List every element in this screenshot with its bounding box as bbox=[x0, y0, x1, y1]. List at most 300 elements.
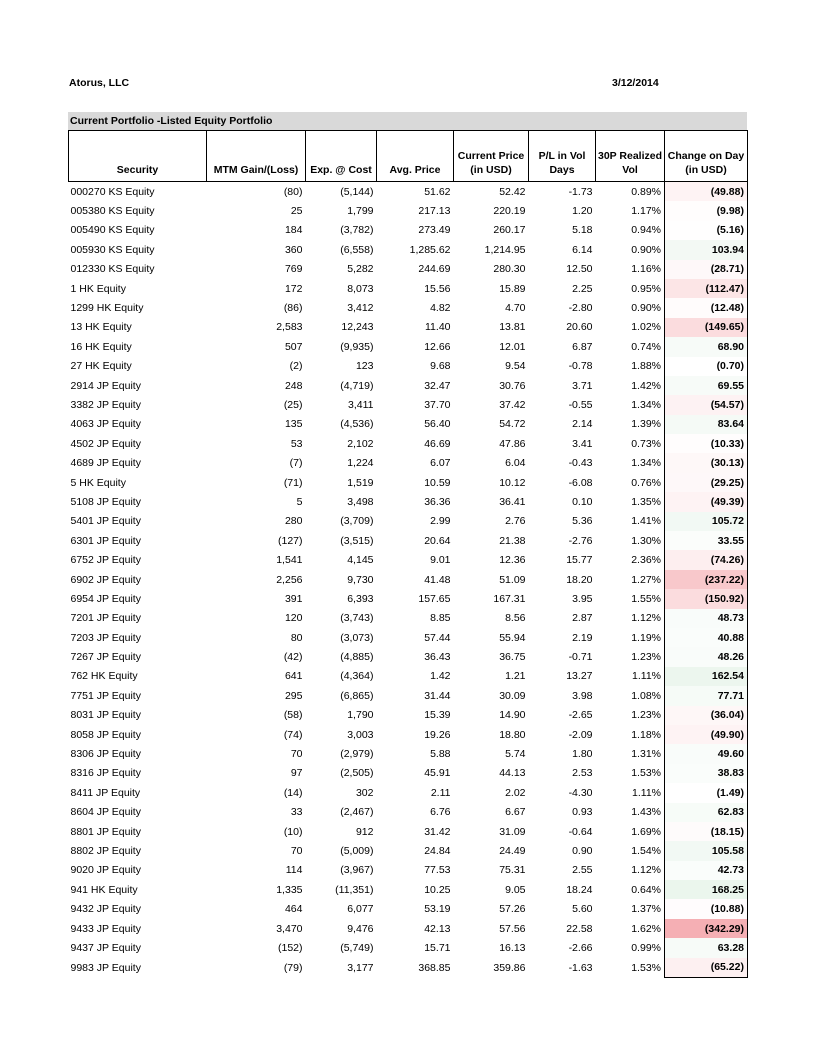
realized-vol-cell: 1.02% bbox=[631, 321, 661, 334]
pl-vol-days-cell: 2.19 bbox=[572, 631, 593, 644]
mtm-cell: 280 bbox=[284, 515, 303, 528]
exp-cost-cell: (2,505) bbox=[340, 767, 374, 780]
security-cell: 27 HK Equity bbox=[70, 360, 132, 373]
mtm-cell: 120 bbox=[284, 612, 303, 625]
pl-vol-days-cell: -2.09 bbox=[568, 728, 593, 741]
exp-cost-cell: (3,073) bbox=[340, 631, 374, 644]
change-on-day-cell: 83.64 bbox=[665, 415, 748, 434]
exp-cost-cell: 912 bbox=[355, 825, 374, 838]
mtm-cell: 464 bbox=[284, 903, 303, 916]
col-header-security: Security bbox=[69, 131, 207, 182]
current-price-cell: 1,214.95 bbox=[484, 243, 526, 256]
table-row bbox=[69, 318, 748, 337]
change-on-day-cell: (1.49) bbox=[665, 783, 748, 802]
exp-cost-cell: (5,009) bbox=[340, 844, 374, 857]
security-cell: 16 HK Equity bbox=[70, 340, 132, 353]
pl-vol-days-cell: 2.55 bbox=[572, 864, 593, 877]
change-on-day-cell: (9.98) bbox=[665, 201, 748, 220]
realized-vol-cell: 1.37% bbox=[631, 903, 661, 916]
exp-cost-cell: 3,003 bbox=[347, 728, 374, 741]
current-price-cell: 18.80 bbox=[499, 728, 526, 741]
current-price-cell: 1.21 bbox=[505, 670, 526, 683]
avg-price-cell: 9.68 bbox=[430, 360, 451, 373]
avg-price-cell: 217.13 bbox=[418, 205, 451, 218]
exp-cost-cell: 1,790 bbox=[347, 709, 374, 722]
realized-vol-cell: 0.90% bbox=[631, 243, 661, 256]
pl-vol-days-cell: -0.64 bbox=[568, 825, 593, 838]
current-price-cell: 13.81 bbox=[499, 321, 526, 334]
avg-price-cell: 273.49 bbox=[418, 224, 451, 237]
col-header-pl-vol-days: P/L in Vol Days bbox=[529, 131, 596, 182]
security-cell: 6301 JP Equity bbox=[70, 534, 141, 547]
exp-cost-cell: (4,719) bbox=[340, 379, 374, 392]
current-price-cell: 4.70 bbox=[505, 302, 526, 315]
exp-cost-cell: (3,967) bbox=[340, 864, 374, 877]
realized-vol-cell: 1.23% bbox=[631, 651, 661, 664]
avg-price-cell: 36.43 bbox=[424, 651, 451, 664]
pl-vol-days-cell: -1.63 bbox=[568, 961, 593, 974]
pl-vol-days-cell: 5.18 bbox=[572, 224, 593, 237]
exp-cost-cell: (9,935) bbox=[340, 340, 374, 353]
mtm-cell: (74) bbox=[283, 728, 303, 741]
exp-cost-cell: (4,536) bbox=[340, 418, 374, 431]
table-row bbox=[69, 395, 748, 414]
change-on-day-cell: (10.33) bbox=[665, 434, 748, 453]
exp-cost-cell: (3,782) bbox=[340, 224, 374, 237]
realized-vol-cell: 1.11% bbox=[632, 786, 661, 799]
exp-cost-cell: 302 bbox=[355, 786, 374, 799]
exp-cost-cell: 9,730 bbox=[347, 573, 374, 586]
company-name: Atorus, LLC bbox=[69, 77, 130, 89]
realized-vol-cell: 0.76% bbox=[631, 476, 661, 489]
realized-vol-cell: 0.99% bbox=[631, 941, 661, 954]
pl-vol-days-cell: 3.98 bbox=[572, 689, 593, 702]
avg-price-cell: 9.01 bbox=[430, 554, 451, 567]
avg-price-cell: 2.11 bbox=[430, 786, 451, 799]
avg-price-cell: 6.07 bbox=[430, 457, 451, 470]
pl-vol-days-cell: 6.87 bbox=[572, 340, 593, 353]
table-row bbox=[69, 279, 748, 298]
avg-price-cell: 37.70 bbox=[424, 398, 451, 411]
pl-vol-days-cell: 20.60 bbox=[566, 321, 593, 334]
avg-price-cell: 57.44 bbox=[424, 631, 451, 644]
table-row bbox=[69, 298, 748, 317]
pl-vol-days-cell: 2.87 bbox=[572, 612, 593, 625]
pl-vol-days-cell: 12.50 bbox=[566, 263, 593, 276]
pl-vol-days-cell: -2.66 bbox=[568, 941, 593, 954]
exp-cost-cell: (2,467) bbox=[340, 806, 374, 819]
mtm-cell: 507 bbox=[284, 340, 303, 353]
table-row bbox=[69, 182, 748, 202]
pl-vol-days-cell: 5.36 bbox=[572, 515, 593, 528]
col-header-current-price: Current Price (in USD) bbox=[454, 131, 529, 182]
current-price-cell: 12.36 bbox=[499, 554, 526, 567]
realized-vol-cell: 1.23% bbox=[631, 709, 661, 722]
pl-vol-days-cell: -0.78 bbox=[568, 360, 593, 373]
avg-price-cell: 6.76 bbox=[430, 806, 451, 819]
avg-price-cell: 11.40 bbox=[425, 321, 451, 334]
mtm-cell: (25) bbox=[283, 398, 303, 411]
change-on-day-cell: 103.94 bbox=[665, 240, 748, 259]
avg-price-cell: 53.19 bbox=[424, 903, 451, 916]
table-row bbox=[69, 647, 748, 666]
current-price-cell: 75.31 bbox=[499, 864, 526, 877]
table-row bbox=[69, 706, 748, 725]
realized-vol-cell: 0.74% bbox=[631, 340, 661, 353]
exp-cost-cell: (3,709) bbox=[340, 515, 374, 528]
security-cell: 7201 JP Equity bbox=[70, 612, 141, 625]
realized-vol-cell: 1.62% bbox=[631, 922, 661, 935]
realized-vol-cell: 1.11% bbox=[632, 670, 661, 683]
realized-vol-cell: 1.18% bbox=[631, 728, 661, 741]
current-price-cell: 31.09 bbox=[499, 825, 526, 838]
realized-vol-cell: 1.43% bbox=[631, 806, 661, 819]
exp-cost-cell: 1,224 bbox=[347, 457, 374, 470]
security-cell: 5401 JP Equity bbox=[70, 515, 141, 528]
realized-vol-cell: 1.12% bbox=[631, 864, 661, 877]
change-on-day-cell: (237.22) bbox=[665, 570, 748, 589]
table-row bbox=[69, 667, 748, 686]
mtm-cell: (10) bbox=[283, 825, 303, 838]
exp-cost-cell: (2,979) bbox=[340, 748, 374, 761]
report-date: 3/12/2014 bbox=[612, 77, 659, 89]
avg-price-cell: 20.64 bbox=[424, 534, 451, 547]
pl-vol-days-cell: 2.53 bbox=[572, 767, 593, 780]
avg-price-cell: 10.59 bbox=[424, 476, 451, 489]
change-on-day-cell: 77.71 bbox=[665, 686, 748, 705]
current-price-cell: 16.13 bbox=[499, 941, 526, 954]
security-cell: 7267 JP Equity bbox=[70, 651, 141, 664]
realized-vol-cell: 1.53% bbox=[631, 961, 661, 974]
change-on-day-cell: 49.60 bbox=[665, 744, 748, 763]
exp-cost-cell: 1,519 bbox=[347, 476, 374, 489]
change-on-day-cell: 168.25 bbox=[665, 880, 748, 899]
current-price-cell: 10.12 bbox=[499, 476, 526, 489]
realized-vol-cell: 0.89% bbox=[631, 185, 661, 198]
exp-cost-cell: (4,364) bbox=[340, 670, 374, 683]
table-header-row bbox=[69, 131, 748, 182]
security-cell: 941 HK Equity bbox=[70, 883, 138, 896]
avg-price-cell: 157.65 bbox=[418, 592, 451, 605]
realized-vol-cell: 0.90% bbox=[631, 302, 661, 315]
pl-vol-days-cell: 2.14 bbox=[572, 418, 593, 431]
realized-vol-cell: 1.12% bbox=[631, 612, 661, 625]
security-cell: 012330 KS Equity bbox=[70, 263, 155, 276]
security-cell: 000270 KS Equity bbox=[70, 185, 155, 198]
exp-cost-cell: 3,412 bbox=[347, 302, 374, 315]
mtm-cell: (7) bbox=[289, 457, 303, 470]
mtm-cell: (86) bbox=[283, 302, 303, 315]
table-row bbox=[69, 570, 748, 589]
change-on-day-cell: (49.90) bbox=[665, 725, 748, 744]
realized-vol-cell: 1.69% bbox=[631, 825, 661, 838]
security-cell: 9433 JP Equity bbox=[70, 922, 141, 935]
realized-vol-cell: 1.42% bbox=[631, 379, 661, 392]
mtm-cell: 97 bbox=[290, 767, 303, 780]
mtm-cell: 248 bbox=[284, 379, 303, 392]
exp-cost-cell: (3,515) bbox=[340, 534, 374, 547]
realized-vol-cell: 1.08% bbox=[631, 689, 661, 702]
col-header-change-on-day: Change on Day (in USD) bbox=[665, 131, 748, 182]
avg-price-cell: 77.53 bbox=[424, 864, 451, 877]
pl-vol-days-cell: -0.55 bbox=[568, 398, 593, 411]
pl-vol-days-cell: -4.30 bbox=[568, 786, 593, 799]
realized-vol-cell: 1.34% bbox=[631, 398, 661, 411]
table-row bbox=[69, 550, 748, 569]
realized-vol-cell: 1.34% bbox=[631, 457, 661, 470]
change-on-day-cell: (0.70) bbox=[665, 357, 748, 376]
pl-vol-days-cell: 0.10 bbox=[572, 495, 593, 508]
avg-price-cell: 56.40 bbox=[424, 418, 451, 431]
realized-vol-cell: 1.41% bbox=[631, 515, 661, 528]
current-price-cell: 51.09 bbox=[499, 573, 526, 586]
current-price-cell: 14.90 bbox=[499, 709, 526, 722]
change-on-day-cell: 48.73 bbox=[665, 609, 748, 628]
change-on-day-cell: 42.73 bbox=[665, 861, 748, 880]
security-cell: 9432 JP Equity bbox=[70, 903, 141, 916]
security-cell: 13 HK Equity bbox=[70, 321, 132, 334]
change-on-day-cell: 40.88 bbox=[665, 628, 748, 647]
col-header-mtm: MTM Gain/(Loss) bbox=[207, 131, 306, 182]
exp-cost-cell: 3,177 bbox=[347, 961, 374, 974]
current-price-cell: 36.75 bbox=[499, 651, 526, 664]
realized-vol-cell: 1.27% bbox=[631, 573, 661, 586]
current-price-cell: 44.13 bbox=[499, 767, 526, 780]
mtm-cell: (152) bbox=[277, 941, 303, 954]
avg-price-cell: 41.48 bbox=[424, 573, 451, 586]
exp-cost-cell: 8,073 bbox=[347, 282, 374, 295]
security-cell: 8058 JP Equity bbox=[70, 728, 141, 741]
pl-vol-days-cell: -6.08 bbox=[568, 476, 593, 489]
current-price-cell: 5.74 bbox=[505, 748, 526, 761]
security-cell: 6954 JP Equity bbox=[70, 592, 141, 605]
table-row bbox=[69, 628, 748, 647]
avg-price-cell: 45.91 bbox=[424, 767, 451, 780]
change-on-day-cell: (29.25) bbox=[665, 473, 748, 492]
avg-price-cell: 12.66 bbox=[424, 340, 451, 353]
security-cell: 5108 JP Equity bbox=[70, 495, 141, 508]
mtm-cell: 80 bbox=[290, 631, 303, 644]
current-price-cell: 57.56 bbox=[499, 922, 526, 935]
table-row bbox=[69, 512, 748, 531]
current-price-cell: 9.05 bbox=[505, 883, 526, 896]
exp-cost-cell: (6,558) bbox=[340, 243, 374, 256]
mtm-cell: 25 bbox=[290, 205, 303, 218]
mtm-cell: (58) bbox=[283, 709, 303, 722]
current-price-cell: 9.54 bbox=[505, 360, 526, 373]
current-price-cell: 2.02 bbox=[505, 786, 526, 799]
avg-price-cell: 46.69 bbox=[424, 437, 451, 450]
change-on-day-cell: 48.26 bbox=[665, 647, 748, 666]
security-cell: 1 HK Equity bbox=[70, 282, 126, 295]
security-cell: 005380 KS Equity bbox=[70, 205, 155, 218]
table-row bbox=[69, 609, 748, 628]
mtm-cell: 33 bbox=[290, 806, 303, 819]
security-cell: 4689 JP Equity bbox=[70, 457, 141, 470]
realized-vol-cell: 0.73% bbox=[631, 437, 661, 450]
table-row bbox=[69, 473, 748, 492]
table-row bbox=[69, 589, 748, 608]
realized-vol-cell: 1.35% bbox=[631, 495, 661, 508]
change-on-day-cell: (18.15) bbox=[665, 822, 748, 841]
realized-vol-cell: 1.30% bbox=[631, 534, 661, 547]
table-row bbox=[69, 803, 748, 822]
mtm-cell: 295 bbox=[284, 689, 303, 702]
mtm-cell: 53 bbox=[290, 437, 303, 450]
realized-vol-cell: 0.64% bbox=[631, 883, 661, 896]
table-row bbox=[69, 376, 748, 395]
exp-cost-cell: (4,885) bbox=[340, 651, 374, 664]
change-on-day-cell: 33.55 bbox=[665, 531, 748, 550]
realized-vol-cell: 1.39% bbox=[631, 418, 661, 431]
security-cell: 8031 JP Equity bbox=[70, 709, 141, 722]
change-on-day-cell: (36.04) bbox=[665, 706, 748, 725]
pl-vol-days-cell: 3.41 bbox=[572, 437, 593, 450]
change-on-day-cell: (74.26) bbox=[665, 550, 748, 569]
table-row bbox=[69, 686, 748, 705]
security-cell: 3382 JP Equity bbox=[70, 398, 141, 411]
change-on-day-cell: (28.71) bbox=[665, 260, 748, 279]
mtm-cell: 172 bbox=[284, 282, 303, 295]
table-row bbox=[69, 201, 748, 220]
mtm-cell: (2) bbox=[289, 360, 303, 373]
table-row bbox=[69, 764, 748, 783]
mtm-cell: 70 bbox=[290, 844, 303, 857]
change-on-day-cell: (112.47) bbox=[665, 279, 748, 298]
table-row bbox=[69, 725, 748, 744]
change-on-day-cell: (65.22) bbox=[665, 958, 748, 978]
avg-price-cell: 5.88 bbox=[430, 748, 451, 761]
pl-vol-days-cell: 22.58 bbox=[566, 922, 593, 935]
section-title: Current Portfolio -Listed Equity Portfolio bbox=[68, 112, 747, 130]
security-cell: 8316 JP Equity bbox=[70, 767, 141, 780]
security-cell: 9020 JP Equity bbox=[70, 864, 141, 877]
avg-price-cell: 15.56 bbox=[424, 282, 451, 295]
table-row bbox=[69, 492, 748, 511]
exp-cost-cell: 2,102 bbox=[347, 437, 374, 450]
table-row bbox=[69, 434, 748, 453]
pl-vol-days-cell: 15.77 bbox=[566, 554, 593, 567]
realized-vol-cell: 1.19% bbox=[631, 631, 661, 644]
change-on-day-cell: 105.72 bbox=[665, 512, 748, 531]
security-cell: 005930 KS Equity bbox=[70, 243, 155, 256]
pl-vol-days-cell: 3.71 bbox=[572, 379, 593, 392]
realized-vol-cell: 1.54% bbox=[631, 844, 661, 857]
col-header-realized-vol: 30P Realized Vol bbox=[596, 131, 665, 182]
security-cell: 762 HK Equity bbox=[70, 670, 138, 683]
current-price-cell: 55.94 bbox=[499, 631, 526, 644]
mtm-cell: 641 bbox=[284, 670, 303, 683]
avg-price-cell: 1,285.62 bbox=[409, 243, 451, 256]
table-row bbox=[69, 744, 748, 763]
exp-cost-cell: 3,411 bbox=[348, 398, 374, 411]
pl-vol-days-cell: -2.76 bbox=[568, 534, 593, 547]
security-cell: 7203 JP Equity bbox=[70, 631, 141, 644]
change-on-day-cell: (150.92) bbox=[665, 589, 748, 608]
realized-vol-cell: 1.53% bbox=[631, 767, 661, 780]
mtm-cell: 3,470 bbox=[276, 922, 303, 935]
mtm-cell: 70 bbox=[290, 748, 303, 761]
avg-price-cell: 4.82 bbox=[430, 302, 451, 315]
mtm-cell: (127) bbox=[277, 534, 303, 547]
avg-price-cell: 368.85 bbox=[418, 961, 451, 974]
avg-price-cell: 19.26 bbox=[424, 728, 451, 741]
change-on-day-cell: 62.83 bbox=[665, 803, 748, 822]
pl-vol-days-cell: 1.20 bbox=[572, 205, 593, 218]
change-on-day-cell: 68.90 bbox=[665, 337, 748, 356]
pl-vol-days-cell: -0.43 bbox=[568, 457, 593, 470]
pl-vol-days-cell: -0.71 bbox=[568, 651, 593, 664]
exp-cost-cell: 12,243 bbox=[341, 321, 374, 334]
change-on-day-cell: 38.83 bbox=[665, 764, 748, 783]
change-on-day-cell: (149.65) bbox=[665, 318, 748, 337]
realized-vol-cell: 1.88% bbox=[631, 360, 661, 373]
pl-vol-days-cell: 6.14 bbox=[572, 243, 593, 256]
avg-price-cell: 24.84 bbox=[424, 844, 451, 857]
pl-vol-days-cell: 1.80 bbox=[572, 748, 593, 761]
current-price-cell: 57.26 bbox=[499, 903, 526, 916]
exp-cost-cell: (11,351) bbox=[335, 883, 374, 896]
exp-cost-cell: (5,144) bbox=[340, 185, 374, 198]
exp-cost-cell: (6,865) bbox=[340, 689, 374, 702]
exp-cost-cell: 6,077 bbox=[347, 903, 374, 916]
avg-price-cell: 15.39 bbox=[424, 709, 451, 722]
security-cell: 8801 JP Equity bbox=[70, 825, 141, 838]
table-row bbox=[69, 880, 748, 899]
pl-vol-days-cell: 18.24 bbox=[566, 883, 593, 896]
mtm-cell: 360 bbox=[284, 243, 303, 256]
exp-cost-cell: (3,743) bbox=[340, 612, 374, 625]
table-body bbox=[69, 182, 748, 978]
avg-price-cell: 244.69 bbox=[418, 263, 451, 276]
avg-price-cell: 36.36 bbox=[424, 495, 451, 508]
exp-cost-cell: 123 bbox=[355, 360, 374, 373]
avg-price-cell: 8.85 bbox=[430, 612, 451, 625]
security-cell: 4063 JP Equity bbox=[70, 418, 141, 431]
portfolio-table bbox=[68, 130, 748, 978]
security-cell: 8802 JP Equity bbox=[70, 844, 141, 857]
table-row bbox=[69, 861, 748, 880]
exp-cost-cell: 5,282 bbox=[347, 263, 374, 276]
current-price-cell: 47.86 bbox=[499, 437, 526, 450]
security-cell: 6902 JP Equity bbox=[70, 573, 141, 586]
security-cell: 5 HK Equity bbox=[70, 476, 126, 489]
mtm-cell: (42) bbox=[283, 651, 303, 664]
table-row bbox=[69, 919, 748, 938]
mtm-cell: 769 bbox=[284, 263, 303, 276]
change-on-day-cell: (49.88) bbox=[665, 182, 748, 202]
table-row bbox=[69, 958, 748, 978]
current-price-cell: 167.31 bbox=[493, 592, 526, 605]
security-cell: 005490 KS Equity bbox=[70, 224, 155, 237]
change-on-day-cell: (54.57) bbox=[665, 395, 748, 414]
mtm-cell: (71) bbox=[283, 476, 303, 489]
pl-vol-days-cell: 5.60 bbox=[572, 903, 593, 916]
table-row bbox=[69, 841, 748, 860]
mtm-cell: (80) bbox=[283, 185, 303, 198]
table-row bbox=[69, 240, 748, 259]
current-price-cell: 24.49 bbox=[499, 844, 526, 857]
avg-price-cell: 51.62 bbox=[424, 185, 451, 198]
table-row bbox=[69, 938, 748, 957]
current-price-cell: 30.09 bbox=[499, 689, 526, 702]
exp-cost-cell: 3,498 bbox=[347, 495, 374, 508]
mtm-cell: (14) bbox=[283, 786, 303, 799]
realized-vol-cell: 2.36% bbox=[631, 554, 661, 567]
security-cell: 6752 JP Equity bbox=[70, 554, 141, 567]
pl-vol-days-cell: -2.65 bbox=[568, 709, 593, 722]
pl-vol-days-cell: -2.80 bbox=[568, 302, 593, 315]
